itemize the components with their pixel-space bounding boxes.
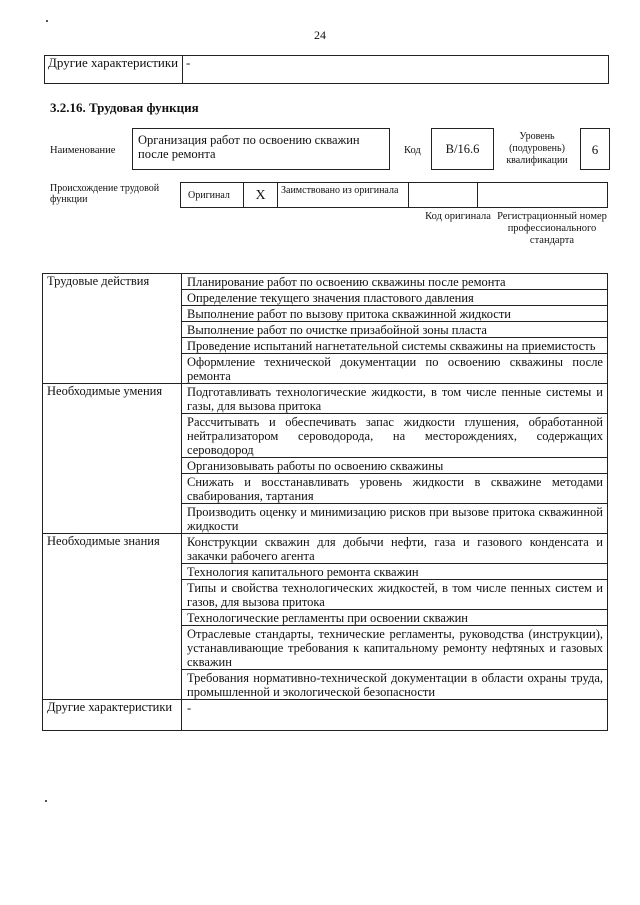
labor-actions-row <box>43 274 608 290</box>
other-characteristics-value: - <box>183 56 609 84</box>
origin-table <box>180 182 608 208</box>
other-characteristics-value: - <box>182 700 608 731</box>
required-skills-label: Необходимые умения <box>43 384 182 534</box>
scan-dot <box>46 20 48 22</box>
origin-label: Происхождение трудовой функции <box>50 183 160 205</box>
required-knowledge-label: Необходимые знания <box>43 534 182 700</box>
code-label: Код <box>404 145 421 156</box>
code-original-cell <box>409 183 478 208</box>
required-skills-item: Производить оценку и минимизацию рисков при вызове притока скважинной жидкости <box>182 504 608 534</box>
required-knowledge-item: Требования нормативно-технической документации в области охраны труда, промышленной и экологической безопасности <box>182 670 608 700</box>
required-skills-row <box>43 384 608 414</box>
labor-actions-item: Определение текущего значения пластового давления <box>182 290 608 306</box>
original-label: Оригинал <box>181 183 244 208</box>
function-name: Организация работ по освоению скважин после ремонта <box>138 133 360 161</box>
page-number: 24 <box>314 28 326 42</box>
level-box <box>580 128 610 170</box>
reg-number-label: Регистрационный номер профессионального стандарта <box>497 211 607 246</box>
required-knowledge-item: Технологические регламенты при освоении скважин <box>182 610 608 626</box>
code-value: B/16.6 <box>445 142 480 156</box>
top-other-characteristics-table <box>44 55 609 84</box>
code-original-label: Код оригинала <box>425 211 491 222</box>
labor-actions-item: Проведение испытаний нагнетательной системы скважины на приемистость <box>182 338 608 354</box>
code-box <box>431 128 494 170</box>
reg-number-cell <box>478 183 608 208</box>
required-knowledge-item: Типы и свойства технологических жидкостей, в том числе пенных систем и газов, для вызова притока <box>182 580 608 610</box>
other-characteristics-label: Другие характеристики <box>45 56 183 84</box>
required-knowledge-row <box>43 534 608 564</box>
required-knowledge-item: Технология капитального ремонта скважин <box>182 564 608 580</box>
labor-actions-item: Выполнение работ по вызову притока скважинной жидкости <box>182 306 608 322</box>
required-knowledge-item: Конструкции скважин для добычи нефти, газа и газового конденсата и закачки рабочего агента <box>182 534 608 564</box>
other-characteristics-row <box>43 700 608 731</box>
level-label: Уровень (подуровень) квалификации <box>506 131 568 166</box>
labor-actions-label: Трудовые действия <box>43 274 182 384</box>
required-knowledge-item: Отраслевые стандарты, технические регламенты, руководства (инструкции), устанавливающие требования к капитальному ремонту нефтяных и газовых скважин <box>182 626 608 670</box>
other-characteristics-label: Другие характеристики <box>43 700 182 731</box>
labor-actions-item: Оформление технической документации по освоению скважины после ремонта <box>182 354 608 384</box>
required-skills-item: Подготавливать технологические жидкости, в том числе пенные системы и газы, для вызова притока <box>182 384 608 414</box>
level-value: 6 <box>591 142 599 157</box>
original-mark: X <box>244 183 278 208</box>
name-box <box>132 128 390 170</box>
required-skills-item: Рассчитывать и обеспечивать запас жидкости глушения, обработанной нейтрализатором сероводорода, на месторождениях, содержащих сероводород <box>182 414 608 458</box>
labor-actions-item: Выполнение работ по очистке призабойной зоны пласта <box>182 322 608 338</box>
required-skills-item: Организовывать работы по освоению скважины <box>182 458 608 474</box>
name-label: Наименование <box>50 145 116 156</box>
scan-dot <box>45 800 47 802</box>
borrowed-label: Заимствовано из оригинала <box>278 183 409 208</box>
labor-actions-item: Планирование работ по освоению скважины после ремонта <box>182 274 608 290</box>
section-heading: 3.2.16. Трудовая функция <box>50 100 199 115</box>
required-skills-item: Снижать и восстанавливать уровень жидкости в скважине методами свабирования, тартания <box>182 474 608 504</box>
labor-function-table <box>42 273 608 731</box>
